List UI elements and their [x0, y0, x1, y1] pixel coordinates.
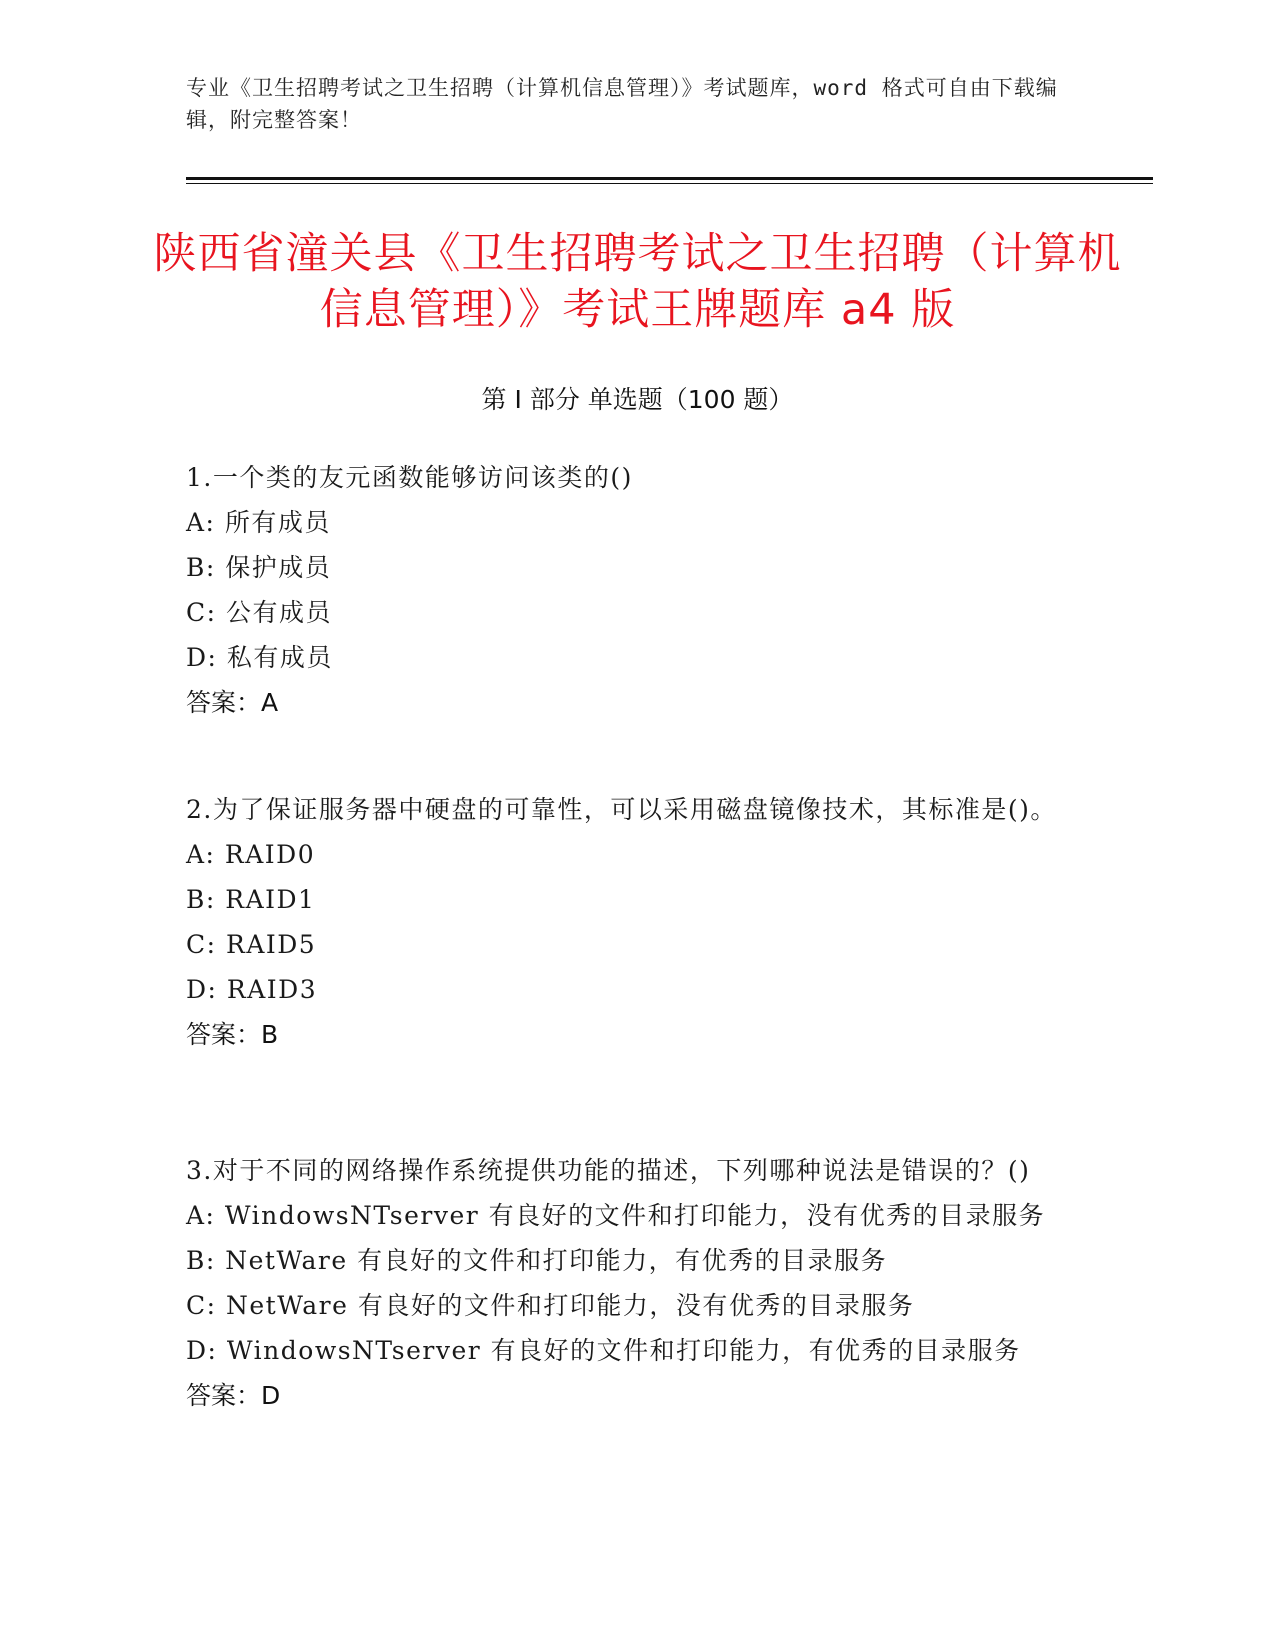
answer-value: B: [261, 1020, 279, 1049]
option-c: C: RAID5: [186, 930, 317, 959]
answer-label: 答案：: [186, 688, 262, 717]
question-stem: 2.为了保证服务器中硬盘的可靠性，可以采用磁盘镜像技术，其标准是()。: [186, 795, 1057, 824]
option-b: B: 保护成员: [186, 553, 332, 582]
answer-value: A: [261, 688, 279, 717]
option-c: C: 公有成员: [186, 598, 332, 627]
question-stem: 3.对于不同的网络操作系统提供功能的描述，下列哪种说法是错误的？(): [186, 1156, 1031, 1185]
option-d: D: WindowsNTserver 有良好的文件和打印能力，有优秀的目录服务: [186, 1336, 1021, 1365]
answer-label: 答案：: [186, 1020, 262, 1049]
option-b: B: NetWare 有良好的文件和打印能力，有优秀的目录服务: [186, 1246, 888, 1275]
header-divider-thick: [186, 177, 1153, 180]
option-a: A: RAID0: [186, 840, 316, 869]
answer-line: [186, 1012, 1066, 1057]
question-3: [186, 1148, 1066, 1418]
option-a: A: WindowsNTserver 有良好的文件和打印能力，没有优秀的目录服务: [186, 1201, 1046, 1230]
option-d: D: RAID3: [186, 975, 318, 1004]
answer-line: [186, 680, 1066, 725]
header-divider-thin: [186, 183, 1153, 184]
answer-label: 答案：: [186, 1381, 262, 1410]
option-b: B: RAID1: [186, 885, 316, 914]
option-a: A: 所有成员: [186, 508, 331, 537]
answer-line: [186, 1373, 1066, 1418]
option-c: C: NetWare 有良好的文件和打印能力，没有优秀的目录服务: [186, 1291, 915, 1320]
section-heading: 第 I 部分 单选题（100 题）: [481, 385, 794, 414]
answer-value: D: [261, 1381, 281, 1410]
option-d: D: 私有成员: [186, 643, 333, 672]
document-title: 陕西省潼关县《卫生招聘考试之卫生招聘（计算机信息管理）》考试王牌题库 a4 版: [153, 229, 1122, 335]
question-stem: 1.一个类的友元函数能够访问该类的(): [186, 463, 633, 492]
header-note: 专业《卫生招聘考试之卫生招聘（计算机信息管理）》考试题库，word 格式可自由下载编辑，附完整答案！: [186, 76, 1058, 132]
question-1: [186, 455, 1066, 725]
question-2: [186, 787, 1066, 1057]
